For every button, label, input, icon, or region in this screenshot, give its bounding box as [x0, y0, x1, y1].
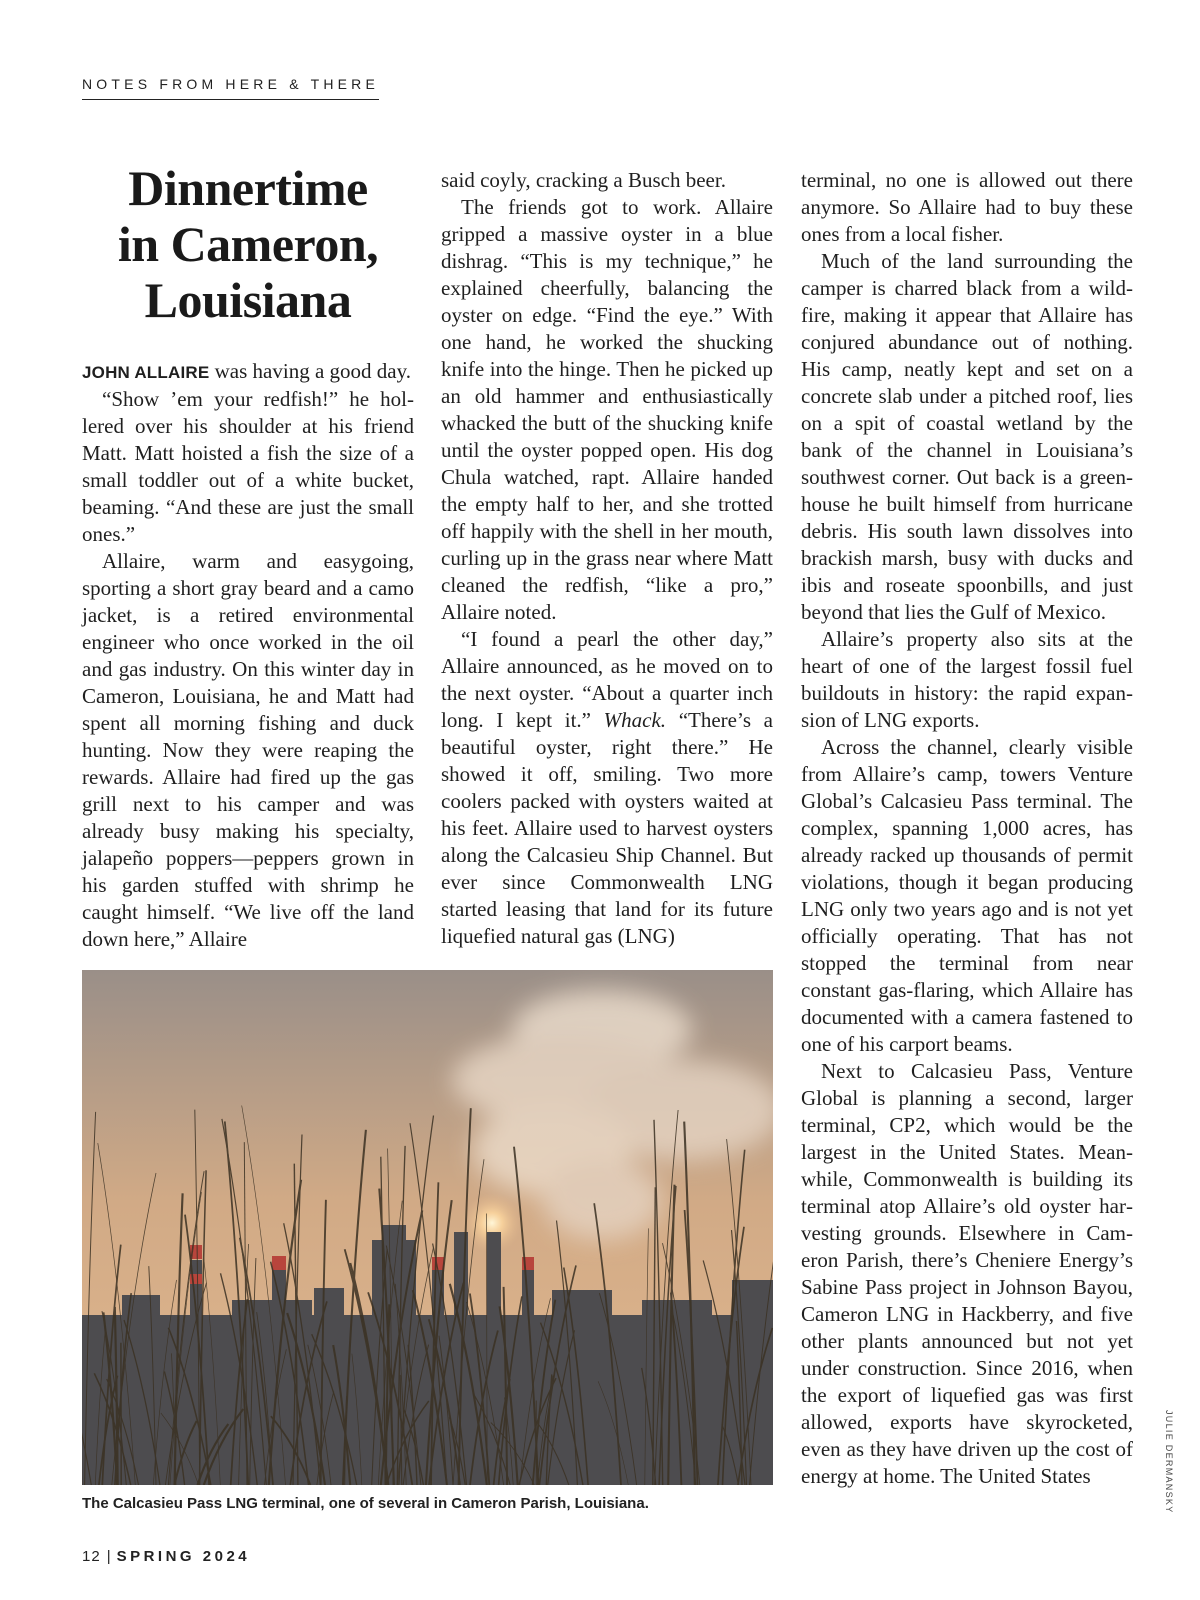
photo-lng-terminal	[82, 970, 773, 1485]
byline-name: JOHN ALLAIRE	[82, 363, 210, 382]
article-column-1	[82, 358, 414, 953]
headline-line: in Cameron,	[117, 216, 379, 272]
text-run: “I found a pearl the other day,” Allaire announced, as he moved on to the next oyster. “About a quarter inch long. I kept it.”	[441, 627, 773, 732]
article-column-2	[441, 167, 773, 950]
photo-credit-text: JULIE DERMANSKY	[1164, 1410, 1174, 1514]
body-paragraph: Much of the land surrounding the camper is charred black from a wildfire, making it appear that Allaire has conjured abundance out of nothing. His camp, neatly kept and set on a concrete slab under a pitched roof, lies on a spit of coastal wetland by the bank of the channel in Louisiana’s southwest corner. Out back is a greenhouse he built himself from hurricane debris. His south lawn dissolves into brackish marsh, busy with ducks and ibis and roseate spoonbills, and just beyond that lies the Gulf of Mexico.	[801, 249, 1133, 624]
body-paragraph: said coyly, cracking a Busch beer.	[441, 168, 726, 192]
footer-separator: |	[106, 1548, 111, 1565]
article-column-3	[801, 167, 1133, 1490]
photo-caption: The Calcasieu Pass LNG terminal, one of several in Cameron Parish, Louisiana.	[82, 1495, 649, 1512]
body-paragraph: Across the channel, clearly visible from Allaire’s camp, towers Venture Global’s Calcasieu Pass terminal. The complex, spanning 1,000 acres, has already racked up thousands of permit violations, though it began producing LNG only two years ago and is not yet officially operating. That has not stopped the terminal from near constant gas-flaring, which Allaire has documented with a camera fastened to one of his carport beams.	[801, 735, 1133, 1056]
body-paragraph: “Show ’em your redfish!” he hollered over his shoulder at his friend Matt. Matt hoisted a fish the size of a small toddler out of a white bucket, beaming. “And these are just the small ones.”	[82, 387, 414, 546]
photo-credit	[1164, 1410, 1176, 1520]
issue-label: SPRING 2024	[116, 1548, 251, 1565]
lead-paragraph	[82, 358, 414, 386]
page-number: 12	[82, 1548, 101, 1565]
body-paragraph: terminal, no one is allowed out there anymore. So Allaire had to buy these ones from a local fisher.	[801, 168, 1133, 246]
body-paragraph: Next to Calcasieu Pass, Venture Global is planning a second, larger terminal, CP2, which would be the largest in the United States. Meanwhile, Commonwealth is building its terminal atop Allaire’s old oyster harvesting grounds. Elsewhere in Cameron Parish, there’s Cheniere Energy’s Sabine Pass project in Johnson Bayou, Cameron LNG in Hackberry, and five other plants announced but not yet under construction. Since 2016, when the export of liquefied gas was first allowed, exports have skyrocketed, even as they have driven up the cost of energy at home. The United States	[801, 1059, 1133, 1488]
text-run: “There’s a beautiful oyster, right there.” He showed it off, smiling. Two more coolers packed with oysters waited at his feet. Allaire used to harvest oysters along the Calcasieu Ship Channel. But ever since Commonwealth LNG started leasing that land for its future liquefied natural gas (LNG)	[441, 708, 773, 948]
body-paragraph: The friends got to work. Allaire gripped a massive oyster in a blue dishrag. “This is my technique,” he explained cheerfully, balancing the oyster on edge. “Find the eye.” With one hand, he worked the shucking knife into the hinge. Then he picked up an old hammer and enthusiastically whacked the butt of the shucking knife until the oyster popped open. His dog Chula watched, rapt. Allaire handed the empty half to her, and she trotted off happily with the shell in her mouth, curling up in the grass near where Matt cleaned the redfish, “like a pro,” Allaire noted.	[441, 195, 773, 624]
page-footer	[82, 1548, 250, 1565]
section-label: NOTES FROM HERE & THERE	[82, 76, 379, 100]
headline	[82, 160, 414, 328]
body-paragraph: Allaire, warm and easygoing, sporting a short gray beard and a camo jacket, is a retired environmental engineer who once worked in the oil and gas industry. On this winter day in Cameron, Louisiana, he and Matt had spent all morning fishing and duck hunting. Now they were reaping the rewards. Allaire had fired up the gas grill next to his camper and was already busy making his specialty, jalapeño poppers—peppers grown in his garden stuffed with shrimp he caught himself. “We live off the land down here,” Allaire	[82, 549, 414, 951]
headline-line: Dinnertime	[128, 160, 368, 216]
headline-line: Louisiana	[144, 272, 352, 328]
lead-text: was having a good day.	[209, 359, 411, 383]
body-paragraph: Allaire’s property also sits at the heart of one of the largest fossil fuel buildouts in history: the rapid expansion of LNG exports.	[801, 627, 1133, 732]
italic-text: Whack.	[603, 708, 667, 732]
body-paragraph	[441, 626, 773, 950]
